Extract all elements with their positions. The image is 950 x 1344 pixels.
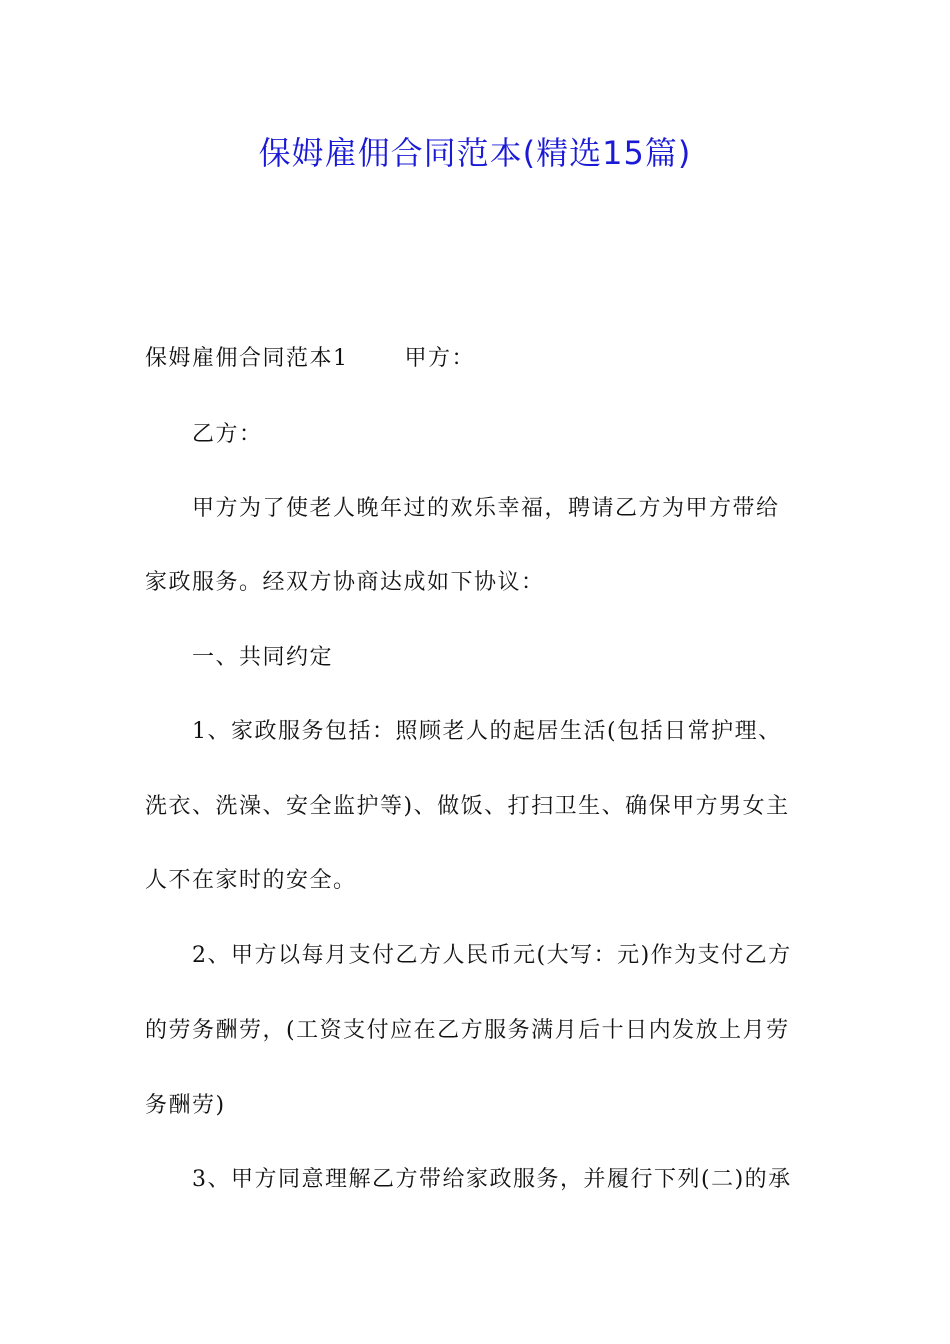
party-a-label: 甲方： [404,346,476,371]
paragraph-line: 洗衣、洗澡、安全监护等)、做饭、打扫卫生、确保甲方男女主 [145,794,790,819]
paragraph-line: 3、甲方同意理解乙方带给家政服务，并履行下列(二)的承 [192,1167,792,1192]
paragraph-line: 2、甲方以每月支付乙方人民币元(大写：元)作为支付乙方 [192,943,792,968]
paragraph-line: 1、家政服务包括：照顾老人的起居生活(包括日常护理、 [192,719,782,744]
paragraph-line: 的劳务酬劳，(工资支付应在乙方服务满月后十日内发放上月劳 [145,1018,790,1043]
paragraph-line: 甲方为了使老人晚年过的欢乐幸福，聘请乙方为甲方带给 [192,496,780,521]
section-heading-line [145,344,475,374]
document-title: 保姆雇佣合同范本(精选15篇) [258,134,692,172]
section-subheading: 一、共同约定 [192,645,334,670]
paragraph-line: 人不在家时的安全。 [145,868,357,893]
paragraph-line: 务酬劳) [145,1093,226,1118]
party-b-label: 乙方： [192,422,263,447]
section-heading: 保姆雇佣合同范本1 [145,346,349,371]
paragraph-line: 家政服务。经双方协商达成如下协议： [145,570,545,595]
